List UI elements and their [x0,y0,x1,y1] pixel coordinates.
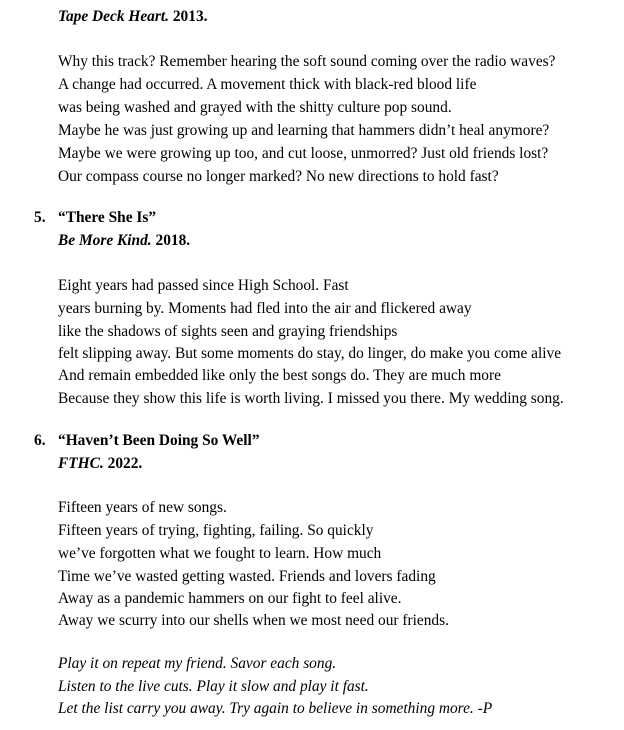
album-title: FTHC. [58,455,104,472]
source-line-tape-deck-heart [58,6,208,28]
closing-line: Let the list carry you away. Try again to believe in something more. -P [58,700,493,717]
album-title: Tape Deck Heart. [58,8,169,25]
section-6-number: 6. [34,432,46,449]
stanza-line: Fifteen years of trying, fighting, failing. So quickly [58,522,374,539]
stanza-line: Maybe he was just growing up and learning that hammers didn’t heal anymore? [58,122,550,139]
stanza-line: Our compass course no longer marked? No new directions to hold fast? [58,168,499,185]
section-5-song-title: “There She Is” [58,209,157,226]
section-5-number: 5. [34,209,46,226]
album-year: 2022. [107,455,143,472]
stanza-line: we’ve forgotten what we fought to learn. How much [58,545,382,562]
stanza-line: Away we scurry into our shells when we most need our friends. [58,612,449,629]
stanza-line: was being washed and grayed with the shitty culture pop sound. [58,99,452,116]
album-year: 2013. [172,8,208,25]
stanza-line: Maybe we were growing up too, and cut loose, unmorred? Just old friends lost? [58,145,549,162]
stanza-line: Time we’ve wasted getting wasted. Friends and lovers fading [58,568,436,585]
stanza-line: Eight years had passed since High School. Fast [58,277,349,294]
section-5-source [58,230,190,252]
closing-line: Play it on repeat my friend. Savor each song. [58,655,337,672]
album-year: 2018. [155,232,191,249]
stanza-line: Fifteen years of new songs. [58,499,227,516]
stanza-line: years burning by. Moments had fled into the air and flickered away [58,300,472,317]
closing-line: Listen to the live cuts. Play it slow and play it fast. [58,678,369,695]
stanza-line: Because they show this life is worth living. I missed you there. My wedding song. [58,390,564,407]
stanza-line: Away as a pandemic hammers on our fight to feel alive. [58,590,402,607]
stanza-line: like the shadows of sights seen and graying friendships [58,323,398,340]
stanza-line: And remain embedded like only the best songs do. They are much more [58,367,501,384]
stanza-line: Why this track? Remember hearing the soft sound coming over the radio waves? [58,53,556,70]
album-title: Be More Kind. [58,232,152,249]
stanza-line: felt slipping away. But some moments do stay, do linger, do make you come alive [58,345,562,362]
section-6-source [58,453,142,475]
section-6-song-title: “Haven’t Been Doing So Well” [58,432,260,449]
stanza-line: A change had occurred. A movement thick with black-red blood life [58,76,477,93]
